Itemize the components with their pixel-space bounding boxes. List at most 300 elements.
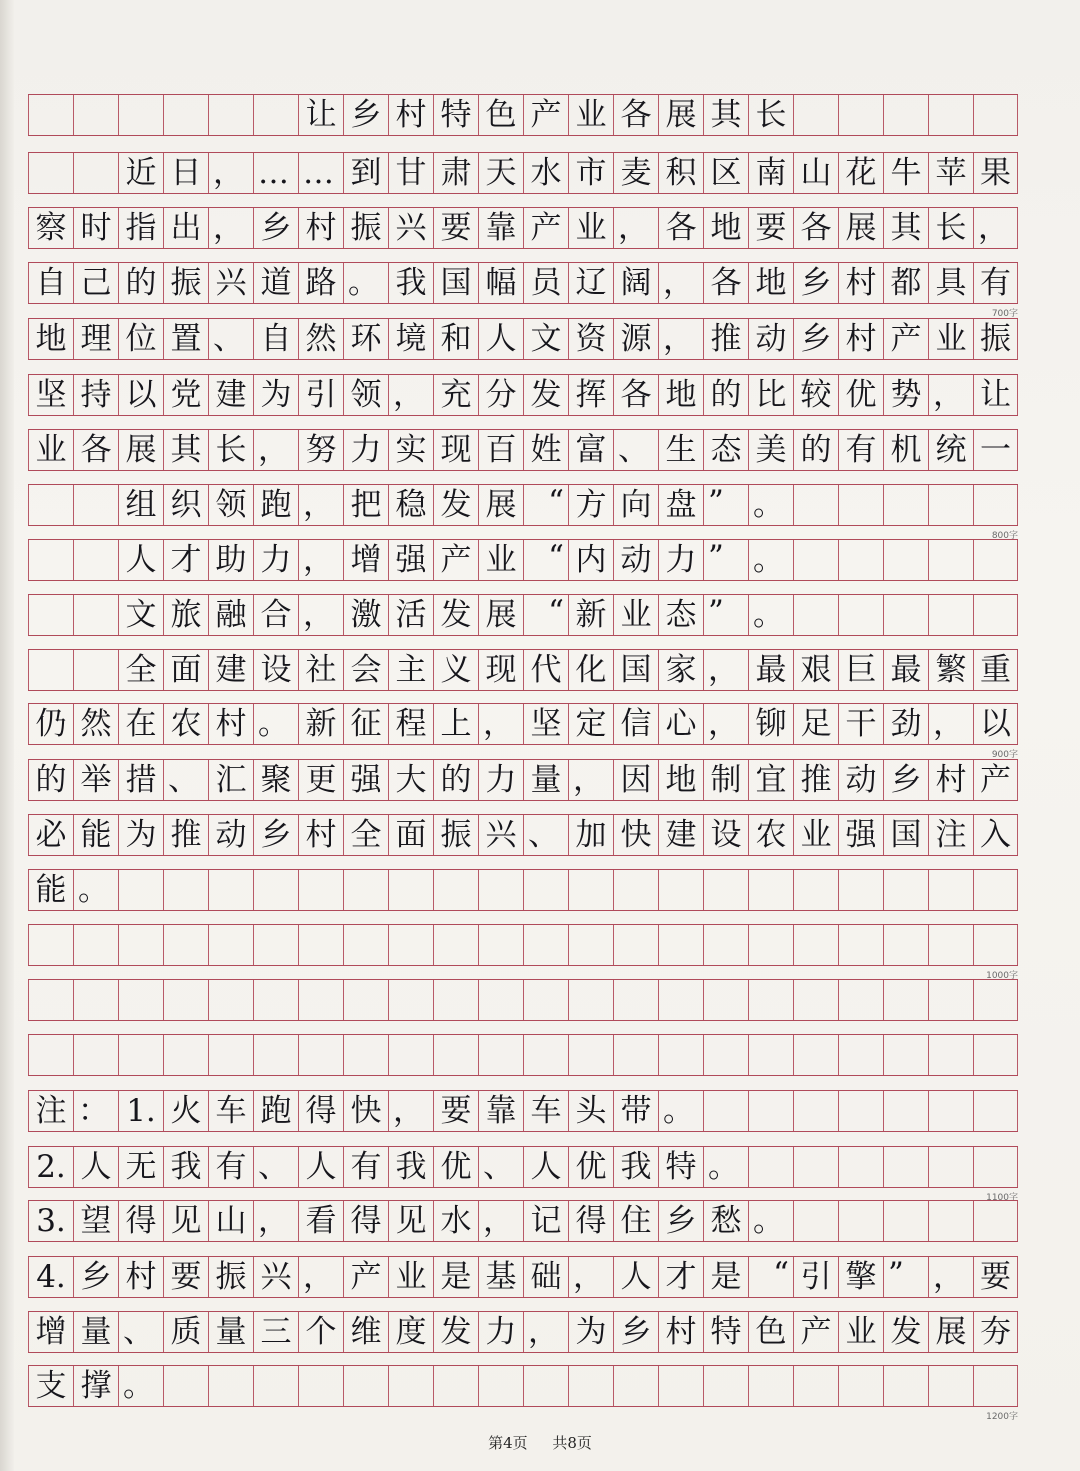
grid-row [28, 814, 1018, 856]
grid-cell [973, 95, 1018, 135]
grid-cell: 得 [343, 1201, 388, 1241]
grid-cell [73, 595, 118, 635]
grid-cell: “ [748, 1257, 793, 1297]
grid-cell: 产 [973, 760, 1018, 800]
grid-cell: 实 [388, 430, 433, 470]
grid-cell: 都 [883, 263, 928, 303]
grid-row [28, 484, 1018, 526]
grid-cell [208, 925, 253, 965]
grid-cell: 振 [208, 1257, 253, 1297]
grid-cell: 、 [163, 760, 208, 800]
grid-cell: 员 [523, 263, 568, 303]
grid-cell: 路 [298, 263, 343, 303]
grid-cell: 理 [73, 319, 118, 359]
grid-cell: 乡 [883, 760, 928, 800]
grid-cell [208, 980, 253, 1020]
grid-cell [928, 595, 973, 635]
grid-cell [748, 1035, 793, 1075]
character-counter: 1100字 [986, 1193, 1018, 1203]
grid-cell: 方 [568, 485, 613, 525]
grid-cell: 的 [703, 375, 748, 415]
grid-cell: 和 [433, 319, 478, 359]
grid-cell: 兴 [253, 1257, 298, 1297]
grid-cell [658, 925, 703, 965]
grid-cell: 地 [658, 760, 703, 800]
grid-cell: 引 [298, 375, 343, 415]
grid-cell: ： [73, 1091, 118, 1131]
grid-cell [613, 925, 658, 965]
grid-cell: 地 [703, 208, 748, 248]
grid-cell: 量 [523, 760, 568, 800]
grid-cell [973, 1366, 1018, 1406]
grid-cell [163, 980, 208, 1020]
grid-cell: 跑 [253, 1091, 298, 1131]
grid-cell: 优 [568, 1147, 613, 1187]
grid-cell: 推 [703, 319, 748, 359]
grid-cell: 1. [118, 1091, 163, 1131]
grid-cell: ， [703, 650, 748, 690]
grid-cell: ， [478, 704, 523, 744]
grid-cell: “ [523, 595, 568, 635]
grid-cell [613, 980, 658, 1020]
grid-cell [838, 485, 883, 525]
grid-cell: 把 [343, 485, 388, 525]
grid-cell: 定 [568, 704, 613, 744]
grid-cell [118, 1035, 163, 1075]
grid-cell: 己 [73, 263, 118, 303]
grid-cell [973, 1091, 1018, 1131]
grid-cell: 一 [973, 430, 1018, 470]
grid-cell: 擎 [838, 1257, 883, 1297]
grid-cell: ， [253, 1201, 298, 1241]
page-footer [0, 1432, 1080, 1453]
grid-cell [568, 925, 613, 965]
grid-cell: 文 [118, 595, 163, 635]
grid-cell: 肃 [433, 153, 478, 193]
grid-cell [28, 980, 73, 1020]
grid-cell: 我 [388, 1147, 433, 1187]
grid-cell: 。 [253, 704, 298, 744]
grid-cell: 产 [433, 540, 478, 580]
grid-cell: 繁 [928, 650, 973, 690]
grid-cell: 激 [343, 595, 388, 635]
grid-cell [883, 1091, 928, 1131]
grid-cell: 支 [28, 1366, 73, 1406]
grid-cell: 境 [388, 319, 433, 359]
grid-cell: 乡 [793, 263, 838, 303]
grid-cell: 业 [838, 1312, 883, 1352]
grid-cell [838, 595, 883, 635]
grid-cell: 业 [388, 1257, 433, 1297]
grid-cell [883, 485, 928, 525]
grid-row [28, 979, 1018, 1021]
grid-cell [973, 540, 1018, 580]
grid-cell: 引 [793, 1257, 838, 1297]
grid-cell [883, 1366, 928, 1406]
grid-cell: 村 [298, 208, 343, 248]
grid-cell: 推 [793, 760, 838, 800]
grid-cell [703, 980, 748, 1020]
grid-cell: 家 [658, 650, 703, 690]
grid-cell: 、 [478, 1147, 523, 1187]
grid-cell [973, 870, 1018, 910]
grid-cell: 业 [568, 208, 613, 248]
grid-cell [73, 925, 118, 965]
grid-cell: 更 [298, 760, 343, 800]
grid-cell: 织 [163, 485, 208, 525]
grid-cell: 发 [883, 1312, 928, 1352]
grid-cell: 力 [478, 760, 523, 800]
grid-cell: 夯 [973, 1312, 1018, 1352]
grid-cell [523, 1035, 568, 1075]
grid-cell [28, 595, 73, 635]
grid-cell: 特 [703, 1312, 748, 1352]
grid-cell [343, 980, 388, 1020]
grid-cell: 车 [208, 1091, 253, 1131]
grid-cell: 优 [838, 375, 883, 415]
grid-row [28, 1090, 1018, 1132]
grid-cell: 要 [748, 208, 793, 248]
grid-cell: 较 [793, 375, 838, 415]
grid-cell: 分 [478, 375, 523, 415]
grid-cell [883, 1147, 928, 1187]
grid-cell: 为 [568, 1312, 613, 1352]
grid-cell: 各 [73, 430, 118, 470]
grid-cell: ， [973, 208, 1018, 248]
grid-cell [523, 980, 568, 1020]
grid-cell: 强 [343, 760, 388, 800]
grid-cell: 业 [613, 595, 658, 635]
grid-cell: 增 [343, 540, 388, 580]
grid-cell: ， [928, 375, 973, 415]
grid-cell: ， [253, 430, 298, 470]
grid-cell: 置 [163, 319, 208, 359]
grid-cell: 力 [253, 540, 298, 580]
grid-cell: 举 [73, 760, 118, 800]
grid-cell: 才 [658, 1257, 703, 1297]
grid-cell: 动 [208, 815, 253, 855]
grid-cell: 发 [433, 595, 478, 635]
grid-cell: 、 [118, 1312, 163, 1352]
grid-cell: 的 [28, 760, 73, 800]
grid-cell: 旅 [163, 595, 208, 635]
grid-cell [658, 1035, 703, 1075]
grid-cell: 水 [523, 153, 568, 193]
grid-cell: 是 [703, 1257, 748, 1297]
grid-cell: 村 [298, 815, 343, 855]
grid-cell: 三 [253, 1312, 298, 1352]
grid-cell: 以 [118, 375, 163, 415]
grid-cell: 水 [433, 1201, 478, 1241]
grid-cell: 。 [748, 1201, 793, 1241]
grid-cell: 快 [343, 1091, 388, 1131]
grid-cell [73, 650, 118, 690]
grid-cell: 业 [478, 540, 523, 580]
grid-cell: ， [478, 1201, 523, 1241]
grid-cell [748, 1091, 793, 1131]
grid-cell: 南 [748, 153, 793, 193]
grid-row [28, 1256, 1018, 1298]
grid-cell: 展 [658, 95, 703, 135]
grid-cell: 坚 [28, 375, 73, 415]
grid-cell [343, 925, 388, 965]
grid-cell [793, 540, 838, 580]
grid-cell: 。 [748, 485, 793, 525]
grid-cell: 度 [388, 1312, 433, 1352]
grid-cell: 仍 [28, 704, 73, 744]
grid-cell: 基 [478, 1257, 523, 1297]
grid-cell: 幅 [478, 263, 523, 303]
grid-cell: 推 [163, 815, 208, 855]
grid-cell: 振 [343, 208, 388, 248]
grid-cell: 会 [343, 650, 388, 690]
grid-cell: 产 [523, 208, 568, 248]
grid-cell [253, 870, 298, 910]
grid-cell [208, 870, 253, 910]
grid-cell [658, 870, 703, 910]
grid-cell: 措 [118, 760, 163, 800]
grid-cell: 有 [208, 1147, 253, 1187]
grid-cell: 国 [883, 815, 928, 855]
grid-cell [28, 540, 73, 580]
grid-cell: 力 [658, 540, 703, 580]
grid-cell: 建 [658, 815, 703, 855]
grid-cell: ， [298, 485, 343, 525]
grid-cell [883, 980, 928, 1020]
grid-cell: 2. [28, 1147, 73, 1187]
grid-cell [343, 1366, 388, 1406]
grid-row [28, 318, 1018, 360]
grid-cell: 全 [118, 650, 163, 690]
grid-cell: 区 [703, 153, 748, 193]
grid-cell: 村 [388, 95, 433, 135]
grid-cell: 美 [748, 430, 793, 470]
grid-cell [208, 1366, 253, 1406]
grid-cell: 、 [613, 430, 658, 470]
grid-cell: 动 [613, 540, 658, 580]
grid-cell: 因 [613, 760, 658, 800]
grid-cell [388, 1366, 433, 1406]
grid-cell: ， [298, 540, 343, 580]
grid-cell [118, 95, 163, 135]
grid-cell: 为 [253, 375, 298, 415]
grid-cell: 势 [883, 375, 928, 415]
grid-cell [613, 1035, 658, 1075]
grid-cell: 展 [478, 485, 523, 525]
grid-cell [703, 1035, 748, 1075]
grid-cell: 然 [298, 319, 343, 359]
grid-cell [253, 925, 298, 965]
grid-cell: 头 [568, 1091, 613, 1131]
grid-cell: “ [523, 485, 568, 525]
grid-cell [73, 1035, 118, 1075]
grid-cell: 干 [838, 704, 883, 744]
grid-cell: 稳 [388, 485, 433, 525]
grid-row [28, 207, 1018, 249]
grid-cell: 的 [118, 263, 163, 303]
grid-cell: 活 [388, 595, 433, 635]
grid-cell: 社 [298, 650, 343, 690]
grid-cell: 上 [433, 704, 478, 744]
grid-cell: 业 [793, 815, 838, 855]
grid-cell: 靠 [478, 208, 523, 248]
grid-cell [928, 980, 973, 1020]
grid-cell: 领 [343, 375, 388, 415]
grid-row [28, 429, 1018, 471]
grid-cell [793, 1147, 838, 1187]
grid-cell: 各 [613, 95, 658, 135]
grid-cell: 有 [973, 263, 1018, 303]
grid-cell [793, 1201, 838, 1241]
grid-cell: 内 [568, 540, 613, 580]
grid-cell: 要 [163, 1257, 208, 1297]
grid-cell: 最 [883, 650, 928, 690]
grid-cell [793, 1366, 838, 1406]
grid-cell [28, 485, 73, 525]
grid-cell: 巨 [838, 650, 883, 690]
grid-cell [658, 980, 703, 1020]
grid-cell: 铆 [748, 704, 793, 744]
grid-cell: 村 [208, 704, 253, 744]
grid-cell: 优 [433, 1147, 478, 1187]
grid-cell: 各 [703, 263, 748, 303]
grid-cell [928, 925, 973, 965]
grid-cell: 劲 [883, 704, 928, 744]
grid-cell: 比 [748, 375, 793, 415]
grid-row [28, 703, 1018, 745]
grid-cell: 业 [928, 319, 973, 359]
grid-cell: 人 [478, 319, 523, 359]
grid-cell: 心 [658, 704, 703, 744]
grid-cell: 合 [253, 595, 298, 635]
grid-cell: 党 [163, 375, 208, 415]
grid-cell [883, 1201, 928, 1241]
grid-cell [928, 1035, 973, 1075]
grid-cell: ， [298, 595, 343, 635]
grid-cell: 无 [118, 1147, 163, 1187]
grid-cell: 要 [433, 208, 478, 248]
grid-cell: 记 [523, 1201, 568, 1241]
grid-cell [748, 925, 793, 965]
grid-cell: 力 [478, 1312, 523, 1352]
grid-cell: 人 [298, 1147, 343, 1187]
grid-cell: 的 [433, 760, 478, 800]
grid-cell: 助 [208, 540, 253, 580]
grid-cell: 融 [208, 595, 253, 635]
grid-cell: 盘 [658, 485, 703, 525]
grid-cell [163, 1035, 208, 1075]
grid-cell: 带 [613, 1091, 658, 1131]
grid-cell [73, 95, 118, 135]
grid-cell [973, 925, 1018, 965]
grid-cell: 充 [433, 375, 478, 415]
grid-cell: 位 [118, 319, 163, 359]
grid-cell: 源 [613, 319, 658, 359]
grid-cell: 特 [433, 95, 478, 135]
grid-cell: 、 [523, 815, 568, 855]
grid-cell: 市 [568, 153, 613, 193]
grid-cell: 兴 [388, 208, 433, 248]
grid-cell: 村 [928, 760, 973, 800]
grid-cell: 指 [118, 208, 163, 248]
grid-cell: 村 [838, 263, 883, 303]
grid-cell: 强 [838, 815, 883, 855]
grid-cell: 。 [748, 595, 793, 635]
grid-cell: 义 [433, 650, 478, 690]
grid-cell [883, 95, 928, 135]
grid-cell: 到 [343, 153, 388, 193]
grid-cell: 、 [208, 319, 253, 359]
grid-row [28, 152, 1018, 194]
grid-row [28, 1365, 1018, 1407]
grid-cell [973, 1201, 1018, 1241]
grid-cell: 出 [163, 208, 208, 248]
grid-cell: 振 [973, 319, 1018, 359]
grid-cell: 山 [208, 1201, 253, 1241]
grid-cell: 力 [343, 430, 388, 470]
grid-cell: 快 [613, 815, 658, 855]
grid-cell: 长 [928, 208, 973, 248]
grid-cell [838, 870, 883, 910]
grid-cell: 信 [613, 704, 658, 744]
grid-cell: 在 [118, 704, 163, 744]
grid-cell: 量 [208, 1312, 253, 1352]
character-counter: 700字 [991, 309, 1018, 319]
grid-cell: 加 [568, 815, 613, 855]
grid-cell: 人 [73, 1147, 118, 1187]
grid-cell: 程 [388, 704, 433, 744]
grid-cell: 国 [613, 650, 658, 690]
grid-cell: ， [613, 208, 658, 248]
grid-cell: 入 [973, 815, 1018, 855]
grid-cell [478, 925, 523, 965]
grid-cell [73, 485, 118, 525]
grid-cell [163, 1366, 208, 1406]
grid-cell: 村 [118, 1257, 163, 1297]
grid-cell: 现 [433, 430, 478, 470]
grid-cell: 发 [433, 1312, 478, 1352]
grid-cell: 乡 [73, 1257, 118, 1297]
grid-cell: 统 [928, 430, 973, 470]
grid-cell [568, 1366, 613, 1406]
grid-cell: 有 [343, 1147, 388, 1187]
grid-cell [793, 1035, 838, 1075]
grid-cell [523, 870, 568, 910]
grid-cell: 自 [253, 319, 298, 359]
grid-cell [163, 925, 208, 965]
grid-cell: 色 [478, 95, 523, 135]
grid-cell: 注 [928, 815, 973, 855]
grid-cell [73, 153, 118, 193]
grid-cell: 产 [343, 1257, 388, 1297]
grid-cell: ” [703, 595, 748, 635]
grid-cell: 环 [343, 319, 388, 359]
grid-cell [748, 870, 793, 910]
grid-cell [703, 870, 748, 910]
grid-cell [838, 1035, 883, 1075]
grid-cell: 农 [163, 704, 208, 744]
grid-cell: 个 [298, 1312, 343, 1352]
grid-cell [388, 870, 433, 910]
character-counter: 900字 [991, 750, 1018, 760]
grid-row [28, 649, 1018, 691]
grid-cell: 产 [883, 319, 928, 359]
grid-cell: 看 [298, 1201, 343, 1241]
grid-cell: 人 [118, 540, 163, 580]
grid-cell [118, 870, 163, 910]
grid-cell: 让 [298, 95, 343, 135]
grid-cell: 农 [748, 815, 793, 855]
